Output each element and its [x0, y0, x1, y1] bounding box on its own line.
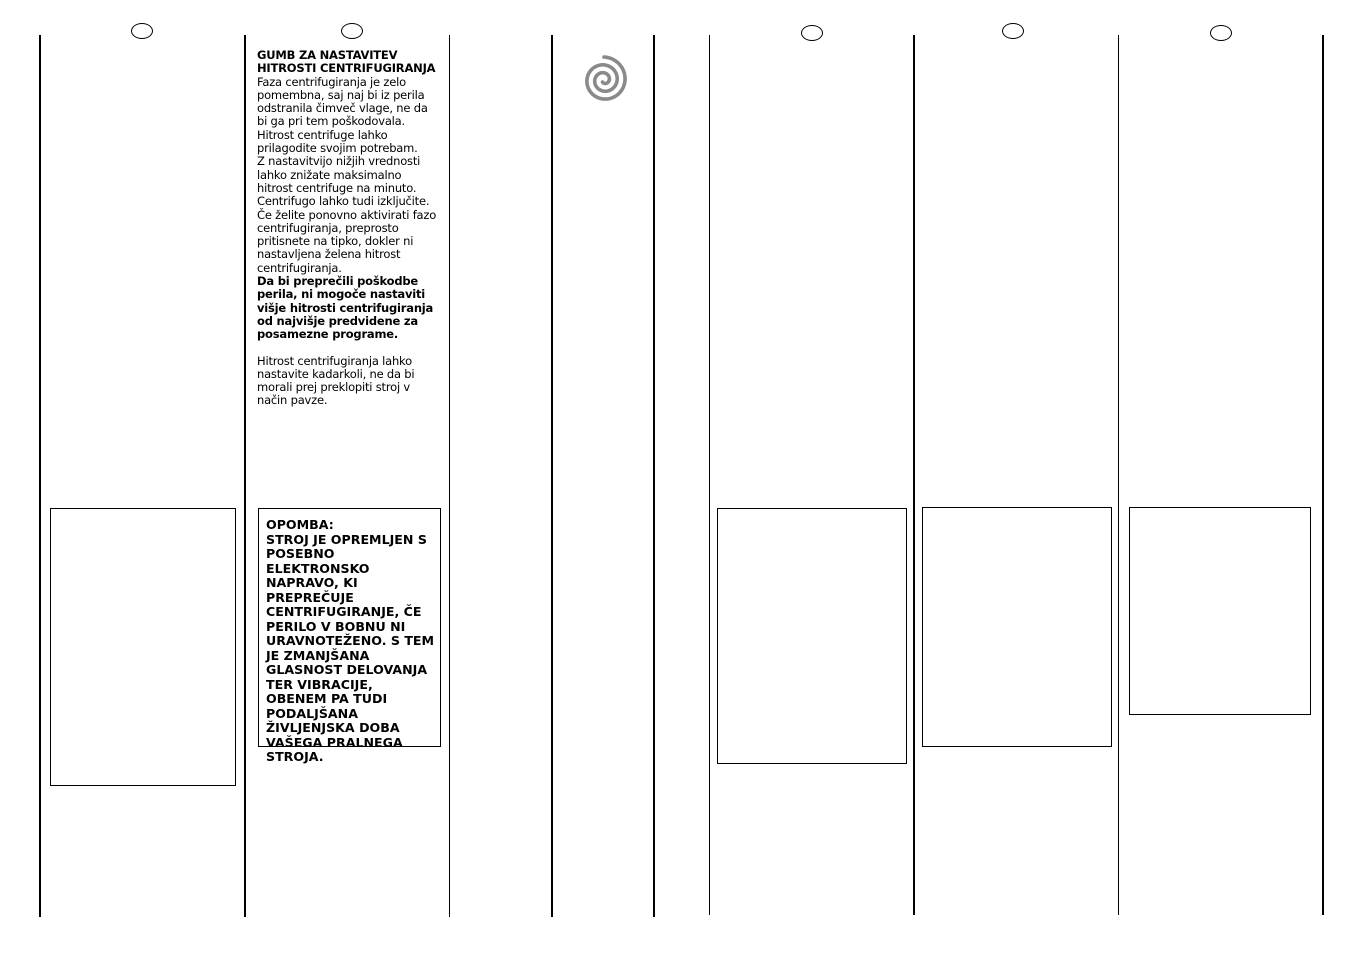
column-rule: [709, 35, 710, 915]
language-marker-icon: [341, 23, 363, 39]
paragraph: Faza centrifugiranja je zelo pomembna, saj naj bi iz perila odstranila čimveč vlage, ne da bi ga pri tem poškodovala.: [257, 74, 428, 129]
spin-speed-section: [257, 49, 439, 408]
paragraph: Hitrost centrifugiranja lahko nastavite kadarkoli, ne da bi morali prej preklopiti stroj v način pavze.: [257, 353, 415, 408]
column-rule: [1118, 35, 1119, 915]
note-content: [266, 518, 436, 765]
empty-frame: [717, 508, 907, 764]
column-rule: [449, 35, 450, 917]
column-rule: [653, 35, 655, 917]
note-box: [258, 508, 441, 764]
spin-spiral-icon: [578, 54, 630, 106]
language-marker-icon: [131, 23, 153, 39]
column-rule: [39, 35, 41, 917]
paragraph: Centrifugo lahko tudi izključite. Če želite ponovno aktivirati fazo centrifugiranja, preprosto pritisnete na tipko, dokler ni nastavljena želena hitrost centrifugiranja.: [257, 194, 437, 275]
language-marker-icon: [801, 25, 823, 41]
empty-frame: [922, 507, 1112, 747]
language-marker-icon: [1210, 25, 1232, 41]
language-marker-icon: [1002, 23, 1024, 39]
column-rule: [913, 35, 915, 915]
section-heading: GUMB ZA NASTAVITEV HITROSTI CENTRIFUGIRANJA: [257, 48, 436, 76]
paragraph: Hitrost centrifuge lahko prilagodite svojim potrebam.: [257, 127, 418, 156]
column-rule: [551, 35, 553, 917]
warning-paragraph: Da bi preprečili poškodbe perila, ni mogoče nastaviti višje hitrosti centrifugiranja od najvišje predvidene za posamezne programe.: [257, 274, 434, 342]
empty-frame: [1129, 507, 1311, 715]
empty-frame: [50, 508, 236, 786]
column-rule: [1322, 35, 1324, 915]
note-title: OPOMBA:: [266, 517, 334, 532]
column-rule: [244, 35, 246, 917]
paragraph: Z nastavitvijo nižjih vrednosti lahko znižate maksimalno hitrost centrifuge na minuto.: [257, 154, 421, 195]
note-body: STROJ JE OPREMLJEN S POSEBNO ELEKTRONSKO NAPRAVO, KI PREPREČUJE CENTRIFUGIRANJE, ČE PERILO V BOBNU NI URAVNOTEŽENO. S TEM JE ZMANJŠANA GLASNOST DELOVANJA TER VIBRACIJE, OBENEM PA TUDI PODALJŠANA ŽIVLJENJSKA DOBA VAŠEGA PRALNEGA STROJA.: [266, 531, 435, 764]
